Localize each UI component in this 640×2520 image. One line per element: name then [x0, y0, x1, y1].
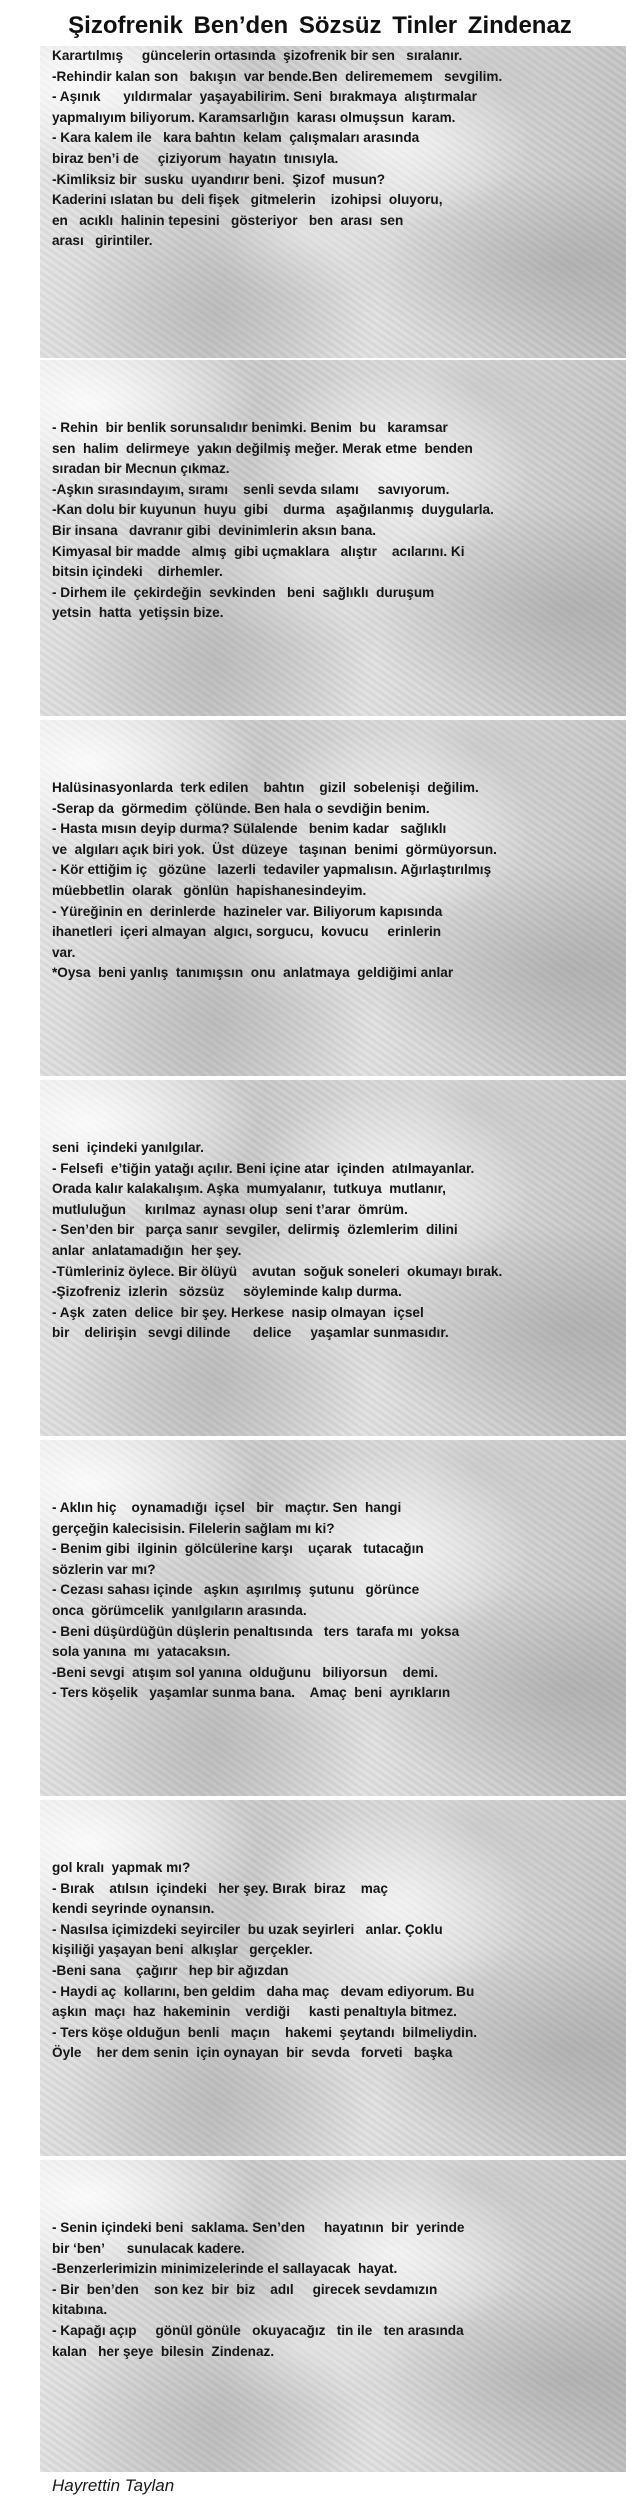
poem-section-3: [40, 720, 626, 1076]
poem-section-1: [40, 46, 626, 358]
poem-section-text: - Aklın hiç oynamadığı içsel bir maçtır. Sen hangi gerçeğin kalecisisin. Filelerin sağlam mı ki? - Benim gibi ilginin gölcülerine karşı uçarak tutacağın sözlerin var mı? - Cezası sahası içinde aşkın aşırılmış şutunu görünce onca görümcelik yanılgıların arasında. - Beni düşürdüğün düşlerin penaltısında ters tarafa mı yoksa sola yanına mı yatacaksın. -Beni sevgi atışım sol yanına olduğunu biliyorsun demi. - Ters köşelik yaşamlar sunma bana. Amaç beni ayrıkların: [52, 1500, 460, 1701]
poem-section-7: [40, 2160, 626, 2472]
poem-section-text: seni içindeki yanılgılar. - Felsefi e’tiğin yatağı açılır. Beni içine atar içinden atılmayanlar. Orada kalır kalakalışım. Aşka mumyalanır, tutkuya mutlanır, mutluluğun kırılmaz aynası olup seni t’arar ömrüm. - Sen’den bir parça sanır sevgiler, delirmiş özlemlerim dilini anlar anlatamadığın her şey. -Tümleriniz öylece. Bir ölüyü avutan soğuk soneleri okumayı bırak. -Şizofreniz izlerin sözsüz söyleminde kalıp durma. - Aşk zaten delice bir şey. Herkese nasip olmayan içsel bir delirişin sevgi dilinde delice yaşamlar sunmasıdır.: [52, 1140, 503, 1341]
author-name: Hayrettin Taylan: [52, 2476, 175, 2495]
poem-section-2: [40, 360, 626, 716]
poem-section-text: - Rehin bir benlik sorunsalıdır benimki. Benim bu karamsar sen halim delirmeye yakın değilmiş meğer. Merak etme benden sıradan bir Mecnun çıkmaz. -Aşkın sırasındayım, sıramı senli sevda sılamı savıyorum. -Kan dolu bir kuyunun huyu gibi durma aşağılanmış duygularla. Bir insana davranır gibi devinimlerin aksın bana. Kimyasal bir madde almış gibi uçmaklara alıştır acılarını. Ki bitsin içindeki dirhemler. - Dirhem ile çekirdeğin sevkinden beni sağlıklı duruşum yetsin hatta yetişsin bize.: [52, 420, 494, 621]
poem-section-5: [40, 1440, 626, 1796]
poem-section-text: Halüsinasyonlarda terk edilen bahtın gizil sobelenişi değilim. -Serap da görmedim çölünde. Ben hala o sevdiğin benim. - Hasta mısın deyip durma? Sülalende benim kadar sağlıklı ve algıları açık biri yok. Üst düzeye taşınan benimi görmüyorsun. - Kör ettiğim iç gözüne lazerli tedaviler yapmalısın. Ağırlaştırılmış müebbetlin olarak gönlün hapishanesindeyim. - Yüreğinin en derinlerde hazineler var. Biliyorum kapısında ihanetleri içeri almayan algıcı, sorgucu, kovucu erinlerin var. *Oysa beni yanlış tanımışsın onu anlatmaya geldiğimi anlar: [52, 780, 497, 981]
poem-section-text: Karartılmış güncelerin ortasında şizofrenik bir sen sıralanır. -Rehindir kalan son bakışın var bende.Ben delirememem sevgilim. - Aşınık yıldırmalar yaşayabilirim. Seni bırakmaya alıştırmalar yapmalıyım biliyorum. Karamsarlığın karası olmuşsun karam. - Kara kalem ile kara bahtın kelam çalışmaları arasında biraz ben’i de çiziyorum hayatın tınısıyla. -Kimliksiz bir susku uyandırır beni. Şizof musun? Kaderini ıslatan bu deli fişek gitmelerin izohipsi oluyoru, en acıklı halinin tepesini gösteriyor ben arası sen arası girintiler.: [52, 48, 503, 249]
poem-section-text: - Senin içindeki beni saklama. Sen’den hayatının bir yerinde bir ‘ben’ sunulacak kadere. -Benzerlerimizin minimizelerinde el sallayacak hayat. - Bir ben’den son kez bir biz adıl girecek sevdamızın kitabına. - Kapağı açıp gönül gönüle okuyacağız tin ile ten arasında kalan her şeye bilesin Zindenaz.: [52, 2220, 465, 2359]
poem-section-6: [40, 1800, 626, 2156]
poem-section-text: gol kralı yapmak mı? - Bırak atılsın içindeki her şey. Bırak biraz maç kendi seyrinde oynansın. - Nasılsa içimizdeki seyirciler bu uzak seyirleri anlar. Çoklu kişiliği yaşayan beni alkışlar gerçekler. -Beni sana çağırır hep bir ağızdan - Haydi aç kollarını, ben geldim daha maç devam ediyorum. Bu aşkın maçı haz hakeminin verdiği kasti penaltıyla bitmez. - Ters köşe olduğun benli maçın hakemi şeytandı bilmeliydin. Öyle her dem senin için oynayan bir sevda forveti başka: [52, 1860, 478, 2061]
poem-title: Şizofrenik Ben’den Sözsüz Tinler Zindenaz: [68, 12, 572, 39]
poem-section-4: [40, 1080, 626, 1436]
